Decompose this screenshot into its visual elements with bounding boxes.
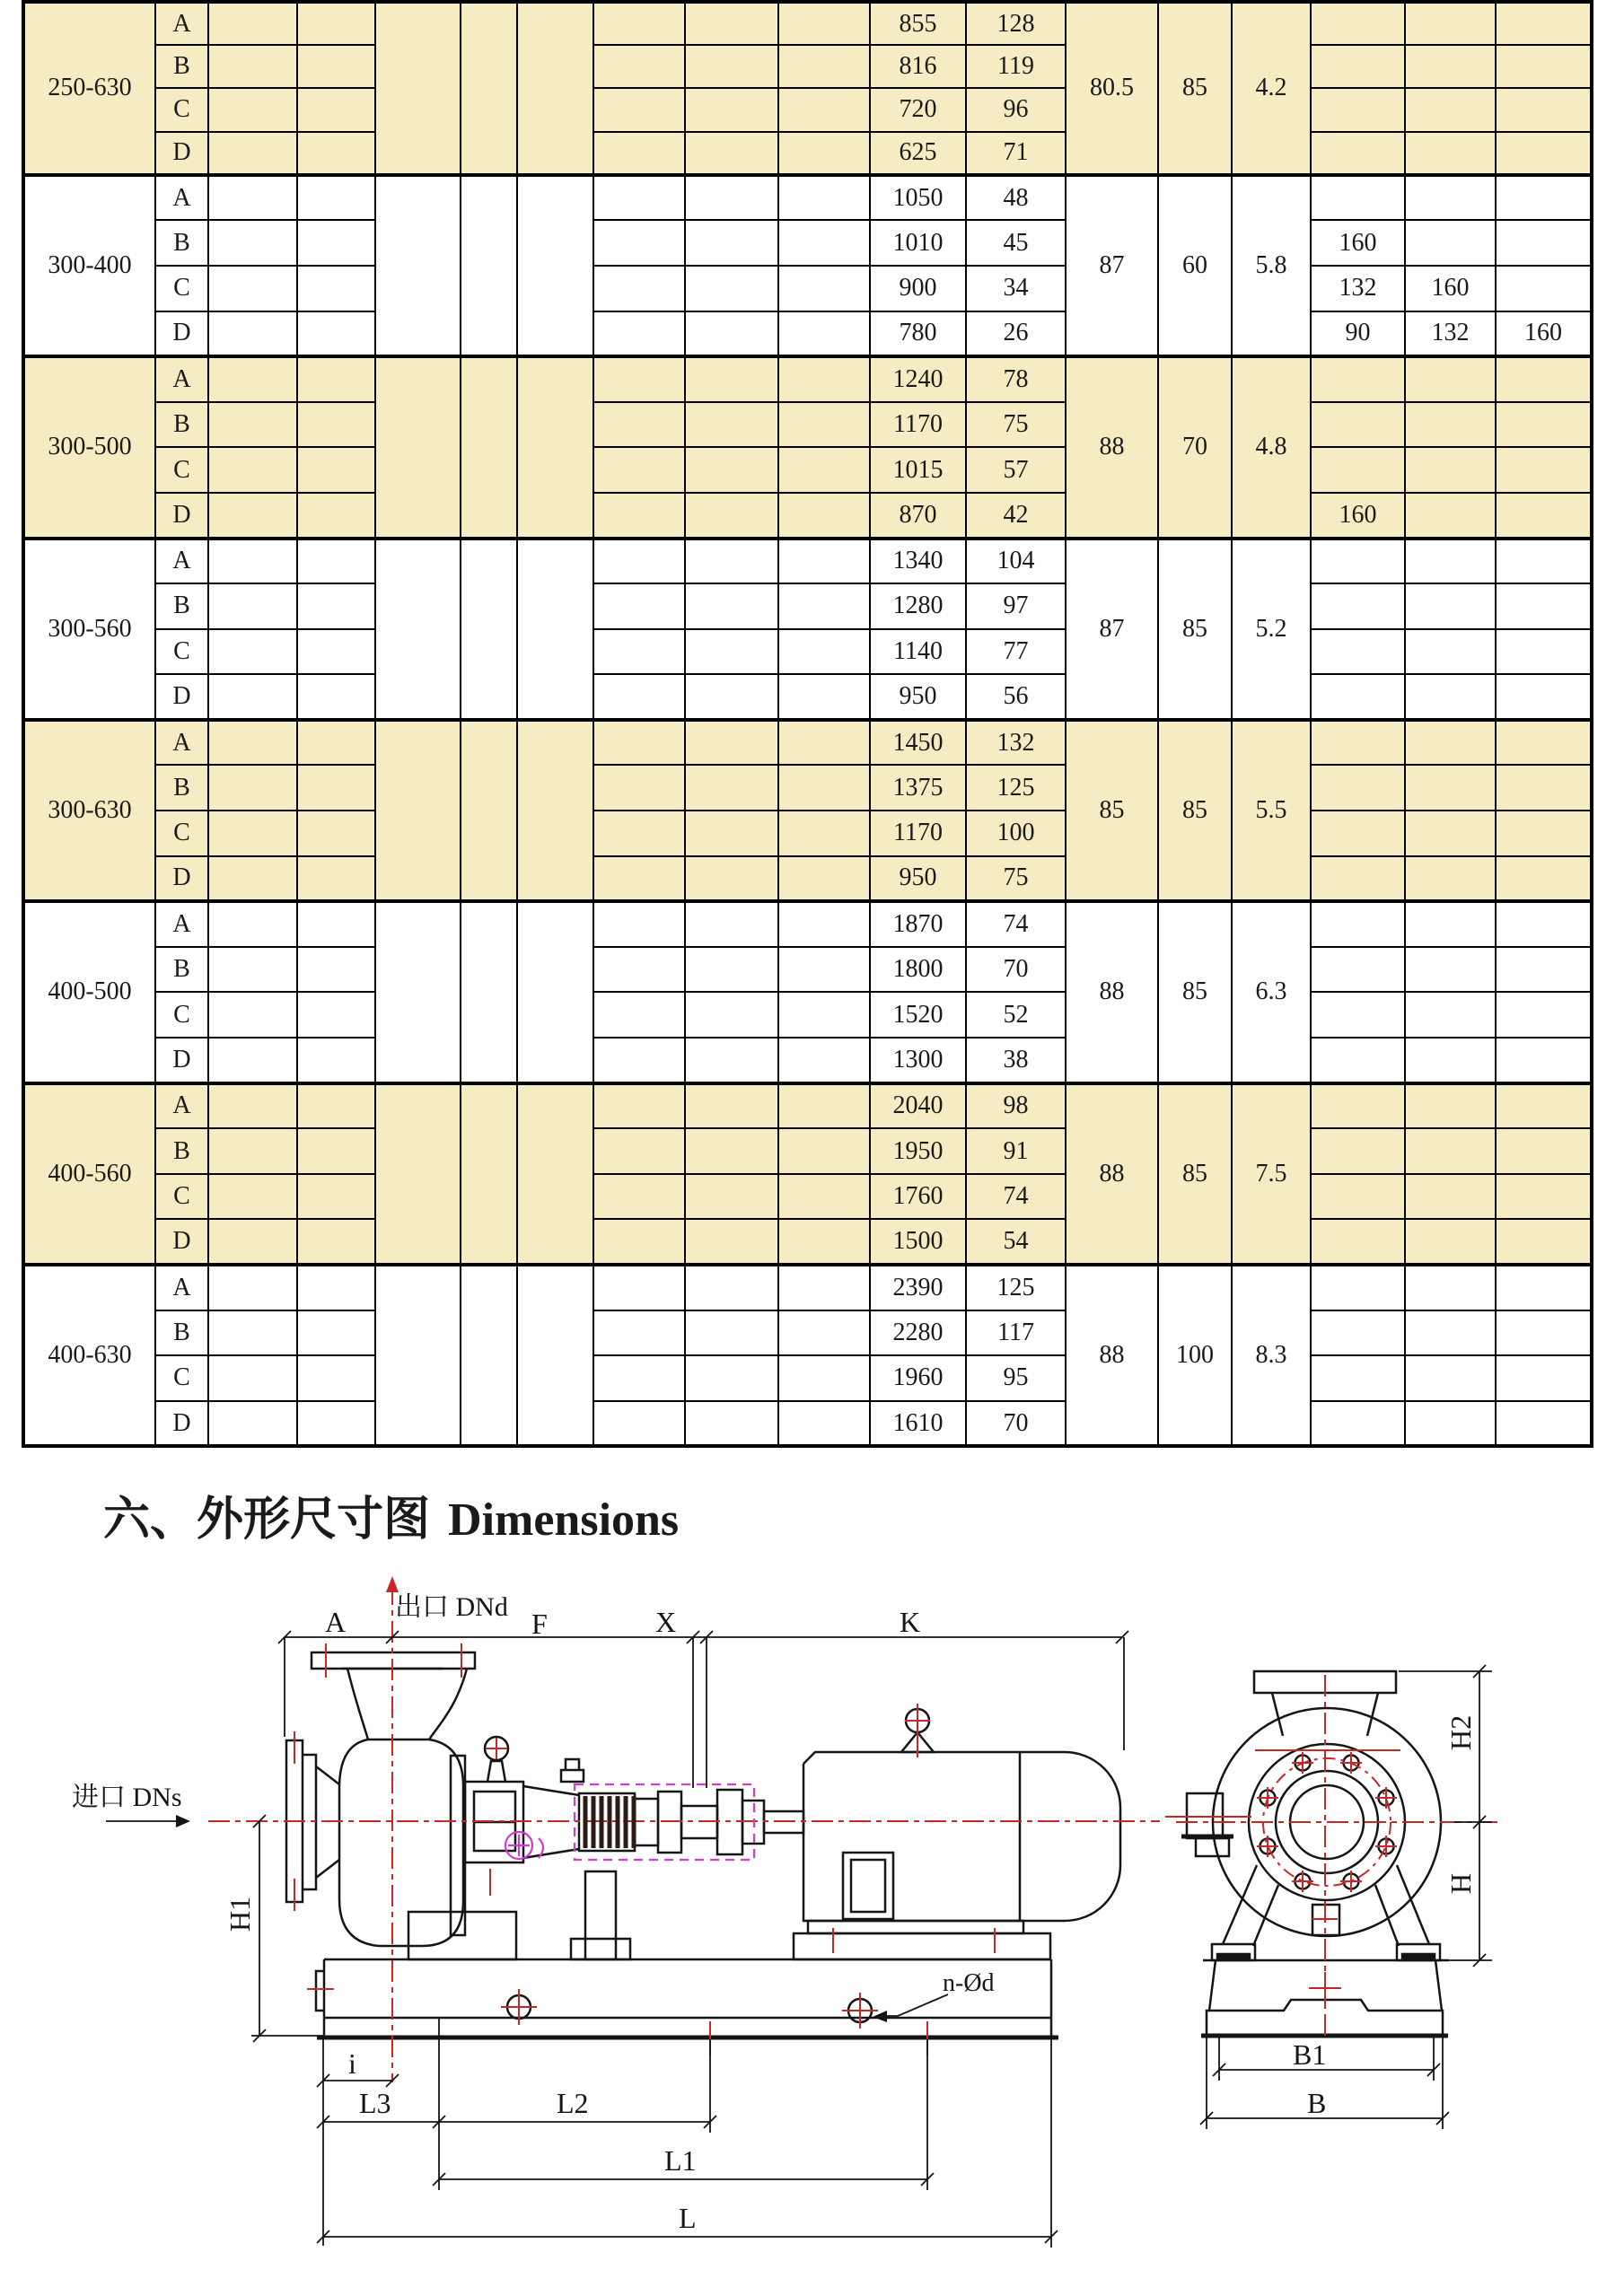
section-heading-en: Dimensions: [448, 1494, 680, 1546]
model-cell: 300-400: [23, 175, 155, 356]
variant-letter-cell: D: [155, 1038, 208, 1083]
value2-cell: 42: [966, 493, 1066, 539]
value2-cell: 70: [966, 947, 1066, 993]
value1-cell: 900: [870, 266, 966, 311]
variant-letter-cell: C: [155, 447, 208, 493]
end-view: [1181, 1671, 1449, 2036]
dim-label-b1: B1: [1293, 2038, 1327, 2071]
variant-letter-cell: C: [155, 629, 208, 675]
merged-value-cell: 85: [1158, 901, 1232, 1082]
variant-letter-cell: A: [155, 720, 208, 766]
dim-label-l1: L1: [664, 2144, 697, 2177]
value1-cell: 1170: [870, 811, 966, 856]
dim-label-h2: H2: [1444, 1714, 1477, 1750]
cooling-fins: [585, 1796, 634, 1848]
value1-cell: 1950: [870, 1128, 966, 1174]
merged-value-cell: 85: [1158, 2, 1232, 175]
dimension-lines: [106, 1631, 1492, 2248]
variant-letter-cell: C: [155, 266, 208, 311]
value2-cell: 96: [966, 88, 1066, 131]
value2-cell: 97: [966, 583, 1066, 629]
outlet-arrow-icon: [386, 1576, 399, 1592]
value1-cell: 950: [870, 674, 966, 720]
merged-value-cell: 4.2: [1232, 2, 1311, 175]
variant-letter-cell: C: [155, 992, 208, 1038]
variant-letter-cell: B: [155, 1310, 208, 1356]
merged-value-cell: 100: [1158, 1265, 1232, 1446]
dim-label-k: K: [900, 1606, 921, 1638]
variant-letter-cell: B: [155, 1128, 208, 1174]
merged-value-cell: 6.3: [1232, 901, 1311, 1082]
value2-cell: 70: [966, 1401, 1066, 1447]
variant-letter-cell: A: [155, 901, 208, 947]
value2-cell: 75: [966, 856, 1066, 902]
merged-value-cell: 88: [1066, 901, 1158, 1082]
value2-cell: 38: [966, 1038, 1066, 1083]
value1-cell: 1170: [870, 402, 966, 448]
merged-value-cell: 5.2: [1232, 539, 1311, 720]
merged-value-cell: 87: [1066, 539, 1158, 720]
variant-letter-cell: B: [155, 765, 208, 811]
bolt-holes-label: n-Ød: [943, 1969, 995, 1997]
merged-value-cell: 88: [1066, 356, 1158, 538]
value1-cell: 1610: [870, 1401, 966, 1447]
bearing-support-leg: [585, 1871, 616, 1959]
inlet-label: 进口 DNs: [72, 1783, 182, 1812]
dim-label-h: H: [1444, 1872, 1477, 1894]
value1-cell: 1050: [870, 175, 966, 221]
value1-cell: 720: [870, 88, 966, 131]
dim-label-f: F: [531, 1608, 548, 1640]
value1-cell: 780: [870, 311, 966, 357]
value2-cell: 45: [966, 220, 1066, 266]
value2-cell: 98: [966, 1083, 1066, 1129]
power-cell: 160: [1496, 311, 1592, 357]
value2-cell: 117: [966, 1310, 1066, 1356]
merged-value-cell: 80.5: [1066, 2, 1158, 175]
merged-value-cell: 85: [1158, 720, 1232, 901]
power-cell: 132: [1311, 266, 1405, 311]
value1-cell: 870: [870, 493, 966, 539]
value2-cell: 125: [966, 765, 1066, 811]
value1-cell: 1340: [870, 539, 966, 584]
merged-value-cell: 85: [1066, 720, 1158, 901]
value2-cell: 54: [966, 1219, 1066, 1265]
value2-cell: 56: [966, 674, 1066, 720]
side-view: [286, 1652, 1120, 2037]
value1-cell: 1870: [870, 901, 966, 947]
value2-cell: 119: [966, 45, 1066, 88]
value2-cell: 128: [966, 2, 1066, 45]
dim-label-h1: H1: [224, 1896, 256, 1932]
merged-value-cell: 5.8: [1232, 175, 1311, 356]
value2-cell: 91: [966, 1128, 1066, 1174]
variant-letter-cell: D: [155, 311, 208, 357]
variant-letter-cell: A: [155, 1265, 208, 1310]
value1-cell: 855: [870, 2, 966, 45]
value2-cell: 100: [966, 811, 1066, 856]
variant-letter-cell: D: [155, 856, 208, 902]
merged-value-cell: 70: [1158, 356, 1232, 538]
dim-label-i: i: [348, 2047, 356, 2080]
value1-cell: 1450: [870, 720, 966, 766]
variant-letter-cell: B: [155, 947, 208, 993]
value2-cell: 132: [966, 720, 1066, 766]
inlet-arrow-icon: [176, 1815, 190, 1827]
variant-letter-cell: D: [155, 674, 208, 720]
power-cell: 160: [1311, 220, 1405, 266]
variant-letter-cell: A: [155, 175, 208, 221]
value2-cell: 57: [966, 447, 1066, 493]
power-cell: 160: [1311, 493, 1405, 539]
value2-cell: 26: [966, 311, 1066, 357]
model-cell: 400-500: [23, 901, 155, 1082]
variant-letter-cell: B: [155, 45, 208, 88]
value2-cell: 104: [966, 539, 1066, 584]
value2-cell: 77: [966, 629, 1066, 675]
value1-cell: 816: [870, 45, 966, 88]
merged-value-cell: 8.3: [1232, 1265, 1311, 1446]
value1-cell: 1500: [870, 1219, 966, 1265]
model-cell: 300-500: [23, 356, 155, 538]
model-cell: 250-630: [23, 2, 155, 175]
merged-value-cell: 87: [1066, 175, 1158, 356]
value1-cell: 950: [870, 856, 966, 902]
value2-cell: 48: [966, 175, 1066, 221]
value1-cell: 1520: [870, 992, 966, 1038]
variant-letter-cell: D: [155, 493, 208, 539]
variant-letter-cell: B: [155, 583, 208, 629]
value1-cell: 1760: [870, 1174, 966, 1220]
variant-letter-cell: C: [155, 88, 208, 131]
value2-cell: 34: [966, 266, 1066, 311]
baseplate: [316, 1959, 1051, 2037]
dim-label-l3: L3: [359, 2087, 391, 2119]
variant-letter-cell: A: [155, 1083, 208, 1129]
value1-cell: 1140: [870, 629, 966, 675]
value1-cell: 1300: [870, 1038, 966, 1083]
value2-cell: 125: [966, 1265, 1066, 1310]
motor-pedestal: [794, 1933, 1050, 1959]
value1-cell: 2040: [870, 1083, 966, 1129]
value1-cell: 2390: [870, 1265, 966, 1310]
model-cell: 400-630: [23, 1265, 155, 1446]
dim-label-l2: L2: [557, 2087, 589, 2119]
outlet-label: 出口 DNd: [395, 1592, 508, 1622]
variant-letter-cell: D: [155, 132, 208, 175]
value1-cell: 1015: [870, 447, 966, 493]
value2-cell: 74: [966, 901, 1066, 947]
merged-value-cell: 88: [1066, 1265, 1158, 1446]
merged-value-cell: 7.5: [1232, 1083, 1311, 1265]
variant-letter-cell: B: [155, 402, 208, 448]
volute-casing: [339, 1740, 463, 1946]
power-cell: 132: [1405, 311, 1496, 357]
value2-cell: 95: [966, 1355, 1066, 1401]
variant-letter-cell: A: [155, 356, 208, 402]
variant-letter-cell: D: [155, 1401, 208, 1447]
variant-letter-cell: D: [155, 1219, 208, 1265]
value2-cell: 75: [966, 402, 1066, 448]
merged-value-cell: 85: [1158, 539, 1232, 720]
variant-letter-cell: C: [155, 1355, 208, 1401]
dimension-ticks: [253, 1631, 1486, 2243]
value1-cell: 1960: [870, 1355, 966, 1401]
value1-cell: 1240: [870, 356, 966, 402]
value2-cell: 71: [966, 132, 1066, 175]
merged-value-cell: 85: [1158, 1083, 1232, 1265]
value1-cell: 1800: [870, 947, 966, 993]
merged-value-cell: 4.8: [1232, 356, 1311, 538]
variant-letter-cell: A: [155, 539, 208, 584]
variant-letter-cell: A: [155, 2, 208, 45]
variant-letter-cell: C: [155, 811, 208, 856]
variant-letter-cell: B: [155, 220, 208, 266]
variant-letter-cell: C: [155, 1174, 208, 1220]
merged-value-cell: 5.5: [1232, 720, 1311, 901]
value2-cell: 78: [966, 356, 1066, 402]
section-heading-zh: 六、外形尺寸图: [103, 1494, 431, 1546]
value2-cell: 74: [966, 1174, 1066, 1220]
value1-cell: 1280: [870, 583, 966, 629]
model-cell: 400-560: [23, 1083, 155, 1265]
value2-cell: 52: [966, 992, 1066, 1038]
merged-value-cell: 88: [1066, 1083, 1158, 1265]
value1-cell: 1010: [870, 220, 966, 266]
dim-label-b: B: [1307, 2087, 1327, 2119]
power-cell: 160: [1405, 266, 1496, 311]
model-cell: 300-560: [23, 539, 155, 720]
dim-label-x: X: [655, 1606, 677, 1638]
value1-cell: 625: [870, 132, 966, 175]
dim-label-a: A: [325, 1606, 347, 1638]
value1-cell: 2280: [870, 1310, 966, 1356]
model-cell: 300-630: [23, 720, 155, 901]
dim-label-l: L: [679, 2202, 697, 2234]
power-cell: 90: [1311, 311, 1405, 357]
value1-cell: 1375: [870, 765, 966, 811]
merged-value-cell: 60: [1158, 175, 1232, 356]
